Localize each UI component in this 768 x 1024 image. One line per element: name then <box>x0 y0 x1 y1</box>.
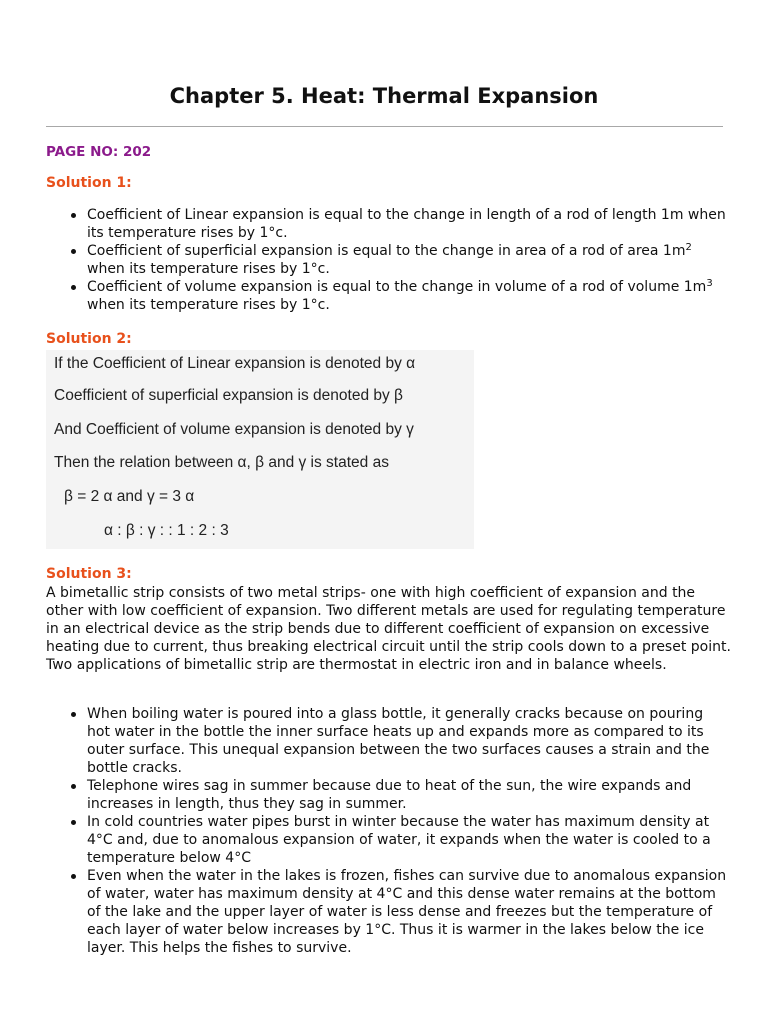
relation-line: If the Coefficient of Linear expansion is denoted by α <box>54 355 416 372</box>
solution-3-list <box>87 705 727 957</box>
relation-line: Then the relation between α, β and γ is stated as <box>54 454 389 471</box>
title-divider <box>46 126 723 127</box>
list-item: Telephone wires sag in summer because due to heat of the sun, the wire expands and increases in length, thus they sag in summer. <box>87 777 727 813</box>
list-item: In cold countries water pipes burst in winter because the water has maximum density at 4°C and, due to anomalous expansion of water, it expands when the water is cooled to a temperature below 4°C <box>87 813 727 867</box>
relation-line: Coefficient of superficial expansion is denoted by β <box>54 387 403 404</box>
relation-image <box>46 350 474 549</box>
page-number: PAGE NO: 202 <box>46 144 152 160</box>
solution-2-heading: Solution 2: <box>46 331 132 347</box>
solution-3-heading: Solution 3: <box>46 566 132 582</box>
list-item: Coefficient of superficial expansion is equal to the change in area of a rod of area $1m^2$ when its temperature rises by 1°c. <box>87 242 727 278</box>
relation-ratio: α : β : γ : : 1 : 2 : 3 <box>104 522 229 539</box>
list-item: When boiling water is poured into a glass bottle, it generally cracks because on pouring hot water in the bottle the inner surface heats up and expands more as compared to its outer surface. This unequal expansion between the two surfaces causes a strain and the bottle cracks. <box>87 705 727 777</box>
list-item: Coefficient of volume expansion is equal to the change in volume of a rod of volume $1m^3$ when its temperature rises by 1°c. <box>87 278 727 314</box>
list-item: Coefficient of Linear expansion is equal to the change in length of a rod of length 1m when its temperature rises by 1°c. <box>87 207 726 241</box>
solution-1-heading: Solution 1: <box>46 175 132 191</box>
list-item: Even when the water in the lakes is frozen, fishes can survive due to anomalous expansion of water, water has maximum density at 4°C and this dense water remains at the bottom of the lake and the upper layer of water is less dense and freezes but the temperature of each layer of water below increases by 1°C. Thus it is warmer in the lakes below the ice layer. This helps the fishes to survive. <box>87 868 727 956</box>
page-title: Chapter 5. Heat: Thermal Expansion <box>169 84 599 108</box>
relation-line: And Coefficient of volume expansion is denoted by γ <box>54 421 414 438</box>
solution-1-list <box>87 206 727 314</box>
solution-3-paragraph: A bimetallic strip consists of two metal strips- one with high coefficient of expansion and the other with low coefficient of expansion. Two different metals are used for regulating temperature in an electrical device as the strip bends due to different coefficient of expansion on excessive heating due to current, thus breaking electrical circuit until the strip cools down to a preset point. Two applications of bimetallic strip are thermostat in electric iron and in balance wheels. <box>46 585 731 673</box>
relation-equation: β = 2 α and γ = 3 α <box>64 488 195 505</box>
